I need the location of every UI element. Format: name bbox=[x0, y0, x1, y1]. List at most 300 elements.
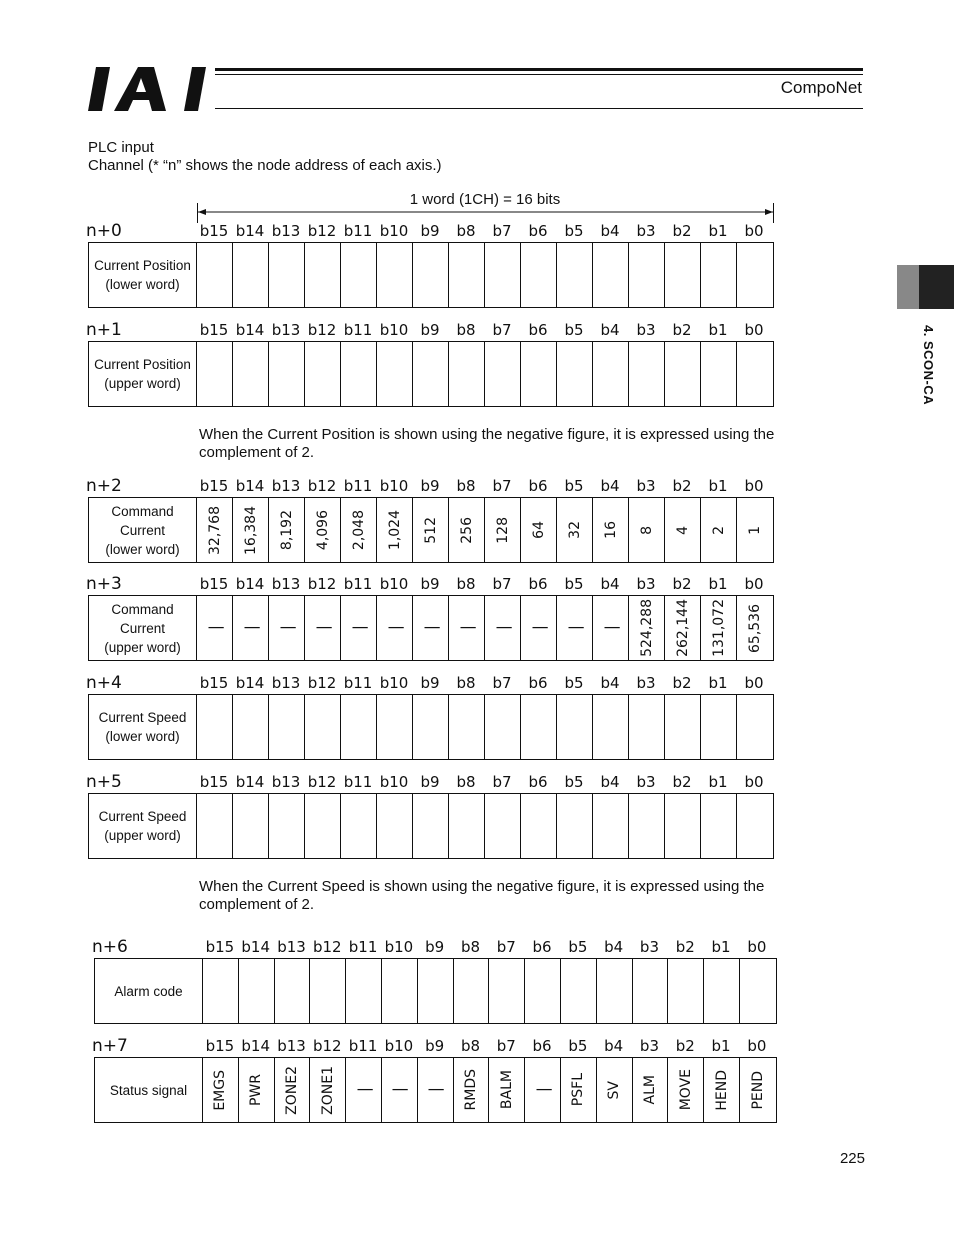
bit-header-row bbox=[202, 938, 775, 956]
bit-cell bbox=[485, 695, 521, 759]
bit-header: b6 bbox=[528, 477, 548, 495]
iai-logo bbox=[88, 64, 210, 114]
bit-header: b14 bbox=[241, 938, 270, 956]
bit-header: b5 bbox=[568, 1037, 588, 1055]
bit-cell bbox=[269, 498, 305, 562]
bit-cell bbox=[597, 959, 633, 1023]
bit-cell bbox=[593, 794, 629, 858]
bit-cell bbox=[346, 959, 382, 1023]
bit-value: EMGS bbox=[212, 1069, 229, 1111]
bit-header: b5 bbox=[564, 575, 584, 593]
bit-value: 4,096 bbox=[314, 509, 331, 551]
bit-cell bbox=[197, 498, 233, 562]
bit-value: SV bbox=[606, 1080, 623, 1100]
bit-header: b7 bbox=[492, 321, 512, 339]
bit-header: b12 bbox=[307, 575, 337, 593]
bit-header: b8 bbox=[456, 773, 476, 791]
register-address: n+5 bbox=[86, 772, 122, 792]
bit-cell bbox=[665, 695, 701, 759]
bit-header: b4 bbox=[600, 321, 620, 339]
bit-header: b4 bbox=[600, 477, 620, 495]
bit-header: b3 bbox=[639, 938, 659, 956]
bit-cell bbox=[629, 695, 665, 759]
bit-value: 4 bbox=[674, 525, 691, 535]
bit-cell bbox=[629, 794, 665, 858]
bit-cell bbox=[305, 695, 341, 759]
bit-header: b5 bbox=[564, 477, 584, 495]
bit-cell bbox=[413, 596, 449, 660]
bit-value: 16 bbox=[602, 521, 619, 539]
bit-cell bbox=[597, 1058, 633, 1122]
bit-header: b10 bbox=[379, 773, 409, 791]
bit-header: b13 bbox=[277, 1037, 306, 1055]
bit-value: | bbox=[205, 625, 224, 631]
header-rule-thin bbox=[215, 74, 863, 75]
register-label: Command Current (lower word) bbox=[89, 498, 197, 562]
bit-cell bbox=[737, 695, 773, 759]
bit-cell bbox=[377, 498, 413, 562]
bit-header: b6 bbox=[528, 575, 548, 593]
bit-header: b2 bbox=[672, 222, 692, 240]
bit-cell bbox=[275, 1058, 311, 1122]
bit-header: b3 bbox=[636, 773, 656, 791]
bit-cell bbox=[557, 695, 593, 759]
bit-cell bbox=[665, 498, 701, 562]
register-table bbox=[94, 1057, 777, 1123]
bit-cell bbox=[310, 959, 346, 1023]
bit-value: | bbox=[390, 1087, 409, 1093]
bit-cell bbox=[418, 1058, 454, 1122]
bit-header: b1 bbox=[711, 938, 731, 956]
bit-header: b12 bbox=[307, 674, 337, 692]
bit-cell bbox=[233, 498, 269, 562]
word-width-label: 1 word (1CH) = 16 bits bbox=[409, 191, 561, 208]
register-label: Current Speed (lower word) bbox=[89, 695, 197, 759]
bit-value: ZONE2 bbox=[283, 1065, 300, 1115]
bit-cell bbox=[489, 959, 525, 1023]
bit-value: | bbox=[349, 625, 368, 631]
bit-header: b10 bbox=[379, 321, 409, 339]
bit-header: b15 bbox=[199, 321, 229, 339]
bit-cell bbox=[413, 342, 449, 406]
bit-header: b4 bbox=[604, 938, 624, 956]
bit-cell bbox=[197, 794, 233, 858]
bit-header: b3 bbox=[636, 477, 656, 495]
bit-value: | bbox=[354, 1087, 373, 1093]
bit-cell bbox=[454, 959, 490, 1023]
bit-header: b14 bbox=[235, 477, 265, 495]
bit-cell bbox=[341, 695, 377, 759]
bit-header: b5 bbox=[564, 773, 584, 791]
bit-value: RMDS bbox=[462, 1069, 479, 1111]
bit-header: b8 bbox=[460, 1037, 481, 1055]
bit-header: b15 bbox=[205, 1037, 235, 1055]
bit-cell bbox=[233, 342, 269, 406]
bit-cell bbox=[665, 794, 701, 858]
bit-cell bbox=[449, 695, 485, 759]
bit-header: b0 bbox=[744, 477, 764, 495]
bit-header: b0 bbox=[744, 222, 764, 240]
bit-header-row bbox=[196, 477, 772, 495]
bit-header: b15 bbox=[199, 674, 229, 692]
bit-cell bbox=[418, 959, 454, 1023]
bit-header: b3 bbox=[636, 321, 656, 339]
chapter-tab-marker bbox=[919, 265, 954, 309]
bit-header: b10 bbox=[379, 575, 409, 593]
bit-header: b8 bbox=[456, 321, 476, 339]
bit-cell bbox=[557, 342, 593, 406]
bit-value: 128 bbox=[494, 516, 511, 544]
bit-cell bbox=[485, 794, 521, 858]
bit-header: b15 bbox=[205, 938, 235, 956]
bit-cell bbox=[737, 243, 773, 307]
bit-cell bbox=[701, 342, 737, 406]
bit-value: | bbox=[565, 625, 584, 631]
bit-cell bbox=[233, 695, 269, 759]
bit-header: b6 bbox=[528, 222, 548, 240]
bit-header: b1 bbox=[711, 1037, 731, 1055]
bit-cell bbox=[521, 695, 557, 759]
bit-cell bbox=[197, 596, 233, 660]
bit-header: b4 bbox=[600, 773, 620, 791]
bit-value: HEND bbox=[713, 1069, 730, 1111]
bit-header: b1 bbox=[708, 321, 728, 339]
bit-header: b9 bbox=[420, 575, 440, 593]
bit-header: b8 bbox=[460, 938, 481, 956]
bit-cell bbox=[737, 596, 773, 660]
register-table bbox=[88, 341, 774, 407]
bit-header: b2 bbox=[675, 938, 695, 956]
bit-cell bbox=[310, 1058, 346, 1122]
bit-cell bbox=[305, 342, 341, 406]
chapter-tab-shade bbox=[897, 265, 919, 309]
bit-cell bbox=[485, 596, 521, 660]
bit-header: b7 bbox=[496, 1037, 516, 1055]
bit-header: b0 bbox=[744, 773, 764, 791]
bit-cell bbox=[449, 243, 485, 307]
bit-header: b9 bbox=[420, 477, 440, 495]
bit-cell bbox=[629, 498, 665, 562]
bit-header: b3 bbox=[639, 1037, 659, 1055]
register-address: n+0 bbox=[86, 221, 122, 241]
register-address: n+7 bbox=[92, 1036, 128, 1056]
bit-header-row bbox=[196, 575, 772, 593]
bit-header: b8 bbox=[456, 477, 476, 495]
register-address: n+2 bbox=[86, 476, 122, 496]
bit-cell bbox=[197, 695, 233, 759]
bit-cell bbox=[701, 498, 737, 562]
bit-header: b10 bbox=[384, 1037, 414, 1055]
bit-cell bbox=[561, 959, 597, 1023]
bit-header: b12 bbox=[312, 1037, 342, 1055]
bit-cell bbox=[305, 596, 341, 660]
bit-header-row bbox=[196, 222, 772, 240]
bit-header: b4 bbox=[600, 222, 620, 240]
bit-header: b1 bbox=[708, 674, 728, 692]
chapter-tab-label: 4. SCON-CA bbox=[921, 325, 936, 406]
bit-header: b5 bbox=[564, 674, 584, 692]
bit-value: 1 bbox=[747, 525, 763, 535]
register-label: Current Speed (upper word) bbox=[89, 794, 197, 858]
bit-value: | bbox=[385, 625, 404, 631]
bit-header: b9 bbox=[420, 321, 440, 339]
bit-value: PEND bbox=[749, 1070, 766, 1110]
bit-header: b2 bbox=[672, 773, 692, 791]
bit-cell bbox=[413, 498, 449, 562]
bit-cell bbox=[305, 794, 341, 858]
bit-cell bbox=[341, 498, 377, 562]
bit-header: b7 bbox=[492, 575, 512, 593]
bit-cell bbox=[593, 498, 629, 562]
bit-cell bbox=[525, 959, 561, 1023]
bit-value: 2 bbox=[710, 525, 727, 535]
bit-cell bbox=[740, 959, 776, 1023]
bit-header: b4 bbox=[604, 1037, 624, 1055]
bit-cell bbox=[346, 1058, 382, 1122]
bit-header: b9 bbox=[425, 938, 445, 956]
bit-header: b9 bbox=[420, 773, 440, 791]
bit-cell bbox=[633, 959, 669, 1023]
bit-cell bbox=[341, 794, 377, 858]
bit-cell bbox=[269, 342, 305, 406]
bit-cell bbox=[561, 1058, 597, 1122]
bit-cell bbox=[275, 959, 311, 1023]
bit-header: b12 bbox=[307, 222, 337, 240]
bit-cell bbox=[593, 596, 629, 660]
bit-value: | bbox=[313, 625, 332, 631]
bit-cell bbox=[704, 959, 740, 1023]
bit-header: b6 bbox=[528, 674, 548, 692]
bit-header: b0 bbox=[744, 674, 764, 692]
bit-cell bbox=[665, 596, 701, 660]
bit-header: b1 bbox=[708, 773, 728, 791]
bit-cell bbox=[629, 596, 665, 660]
bit-cell bbox=[633, 1058, 669, 1122]
bit-cell bbox=[269, 794, 305, 858]
bit-header-row bbox=[196, 674, 772, 692]
bit-cell bbox=[305, 243, 341, 307]
register-label: Command Current (upper word) bbox=[89, 596, 197, 660]
bit-cell bbox=[665, 342, 701, 406]
bit-cell bbox=[454, 1058, 490, 1122]
bit-header: b13 bbox=[271, 773, 301, 791]
bit-cell bbox=[197, 342, 233, 406]
bit-value: PWR bbox=[248, 1073, 265, 1106]
page-number: 225 bbox=[839, 1150, 865, 1167]
bit-cell bbox=[377, 695, 413, 759]
bit-value: | bbox=[241, 625, 260, 631]
register-table bbox=[94, 958, 777, 1024]
bit-value: 2,048 bbox=[350, 509, 367, 551]
bit-value: 8 bbox=[638, 525, 655, 535]
bit-header: b9 bbox=[425, 1037, 445, 1055]
bit-cell bbox=[203, 1058, 239, 1122]
bit-value: 16,384 bbox=[242, 505, 259, 555]
bit-value: 262,144 bbox=[674, 599, 691, 657]
bit-cell bbox=[377, 243, 413, 307]
bit-cell bbox=[203, 959, 239, 1023]
bit-header: b7 bbox=[492, 222, 512, 240]
bit-cell bbox=[593, 695, 629, 759]
bit-value: | bbox=[277, 625, 296, 631]
bit-header: b13 bbox=[271, 222, 301, 240]
bit-cell bbox=[629, 243, 665, 307]
bit-cell bbox=[233, 794, 269, 858]
register-table bbox=[88, 242, 774, 308]
bit-cell bbox=[239, 959, 275, 1023]
bit-header: b14 bbox=[235, 773, 265, 791]
bit-cell bbox=[521, 596, 557, 660]
bit-value: MOVE bbox=[677, 1069, 694, 1111]
bit-header: b11 bbox=[348, 938, 378, 956]
bit-value: 524,288 bbox=[638, 599, 655, 657]
bit-header: b3 bbox=[636, 674, 656, 692]
bit-header: b7 bbox=[492, 674, 512, 692]
bit-header-row bbox=[196, 773, 772, 791]
bit-header: b6 bbox=[532, 1037, 552, 1055]
bit-header: b8 bbox=[456, 222, 476, 240]
bit-cell bbox=[239, 1058, 275, 1122]
bit-value: | bbox=[421, 625, 440, 631]
bit-cell bbox=[701, 596, 737, 660]
bit-value: 256 bbox=[458, 516, 475, 544]
bit-header: b0 bbox=[747, 1037, 767, 1055]
bit-header: b2 bbox=[672, 477, 692, 495]
bit-cell bbox=[701, 695, 737, 759]
bit-cell bbox=[525, 1058, 561, 1122]
bit-cell bbox=[485, 243, 521, 307]
bit-cell bbox=[557, 794, 593, 858]
bit-header: b0 bbox=[744, 575, 764, 593]
register-table bbox=[88, 497, 774, 563]
product-title: CompoNet bbox=[780, 78, 862, 97]
bit-value: | bbox=[457, 625, 476, 631]
bit-cell bbox=[341, 243, 377, 307]
bit-header: b10 bbox=[379, 477, 409, 495]
bit-cell bbox=[269, 243, 305, 307]
bit-cell bbox=[449, 596, 485, 660]
register-address: n+6 bbox=[92, 937, 128, 957]
bit-header: b4 bbox=[600, 674, 620, 692]
register-address: n+3 bbox=[86, 574, 122, 594]
bit-value: | bbox=[533, 1087, 552, 1093]
bit-header: b1 bbox=[708, 575, 728, 593]
bit-header: b13 bbox=[271, 674, 301, 692]
bit-header: b3 bbox=[636, 575, 656, 593]
bit-header: b12 bbox=[307, 773, 337, 791]
bit-header: b13 bbox=[277, 938, 306, 956]
bit-cell bbox=[557, 498, 593, 562]
bit-cell bbox=[449, 342, 485, 406]
bit-header: b5 bbox=[564, 321, 584, 339]
bit-value: ALM bbox=[641, 1075, 658, 1105]
bit-cell bbox=[377, 794, 413, 858]
bit-cell bbox=[341, 342, 377, 406]
bit-header: b15 bbox=[199, 575, 229, 593]
register-label: Current Position (lower word) bbox=[89, 243, 197, 307]
bit-cell bbox=[593, 342, 629, 406]
bit-header: b14 bbox=[235, 674, 265, 692]
bit-header-row bbox=[196, 321, 772, 339]
register-label: Status signal bbox=[95, 1058, 203, 1122]
bit-header: b12 bbox=[307, 321, 337, 339]
bit-header: b15 bbox=[199, 222, 229, 240]
bit-cell bbox=[413, 794, 449, 858]
bit-value: 32 bbox=[566, 521, 583, 539]
bit-header: b6 bbox=[528, 321, 548, 339]
register-table bbox=[88, 595, 774, 661]
bit-header: b5 bbox=[564, 222, 584, 240]
bit-header: b13 bbox=[271, 321, 301, 339]
bit-cell bbox=[377, 342, 413, 406]
register-table bbox=[88, 694, 774, 760]
bit-cell bbox=[269, 695, 305, 759]
register-address: n+4 bbox=[86, 673, 122, 693]
bit-header: b14 bbox=[235, 222, 265, 240]
intro-description: Channel (* “n” shows the node address of each axis.) bbox=[88, 157, 442, 174]
bit-cell bbox=[704, 1058, 740, 1122]
bit-value: 131,072 bbox=[710, 599, 727, 657]
bit-cell bbox=[629, 342, 665, 406]
bit-cell bbox=[341, 596, 377, 660]
bit-header: b13 bbox=[271, 477, 301, 495]
bit-cell bbox=[269, 596, 305, 660]
bit-cell bbox=[668, 959, 704, 1023]
bit-header: b11 bbox=[343, 674, 373, 692]
bit-value: 8,192 bbox=[278, 509, 295, 551]
bit-cell bbox=[382, 1058, 418, 1122]
bit-header: b11 bbox=[343, 575, 373, 593]
bit-cell bbox=[377, 596, 413, 660]
bit-cell bbox=[557, 596, 593, 660]
bit-header: b12 bbox=[307, 477, 337, 495]
bit-header: b8 bbox=[456, 575, 476, 593]
header-rule-bottom bbox=[215, 108, 863, 109]
bit-header: b10 bbox=[384, 938, 414, 956]
bit-header: b0 bbox=[744, 321, 764, 339]
bit-value: | bbox=[601, 625, 620, 631]
bit-value: | bbox=[529, 625, 548, 631]
bit-cell bbox=[449, 498, 485, 562]
bit-header: b6 bbox=[532, 938, 552, 956]
header-rule-thick bbox=[215, 68, 863, 71]
bit-header: b9 bbox=[420, 222, 440, 240]
bit-header: b11 bbox=[343, 773, 373, 791]
word-width-arrow bbox=[196, 203, 776, 223]
bit-header: b4 bbox=[600, 575, 620, 593]
bit-header: b5 bbox=[568, 938, 588, 956]
bit-value: BALM bbox=[498, 1070, 515, 1110]
bit-cell bbox=[737, 498, 773, 562]
bit-cell bbox=[665, 243, 701, 307]
bit-value: | bbox=[426, 1087, 445, 1093]
bit-header: b0 bbox=[747, 938, 767, 956]
intro-heading: PLC input bbox=[88, 139, 154, 156]
bit-header: b13 bbox=[271, 575, 301, 593]
bit-header: b14 bbox=[241, 1037, 270, 1055]
bit-header: b1 bbox=[708, 222, 728, 240]
bit-cell bbox=[382, 959, 418, 1023]
bit-value: 1,024 bbox=[386, 509, 403, 551]
bit-cell bbox=[737, 342, 773, 406]
register-label: Alarm code bbox=[95, 959, 203, 1023]
bit-cell bbox=[489, 1058, 525, 1122]
bit-cell bbox=[485, 342, 521, 406]
bit-value: ZONE1 bbox=[319, 1065, 336, 1115]
register-label: Current Position (upper word) bbox=[89, 342, 197, 406]
bit-header: b12 bbox=[312, 938, 342, 956]
bit-header: b3 bbox=[636, 222, 656, 240]
